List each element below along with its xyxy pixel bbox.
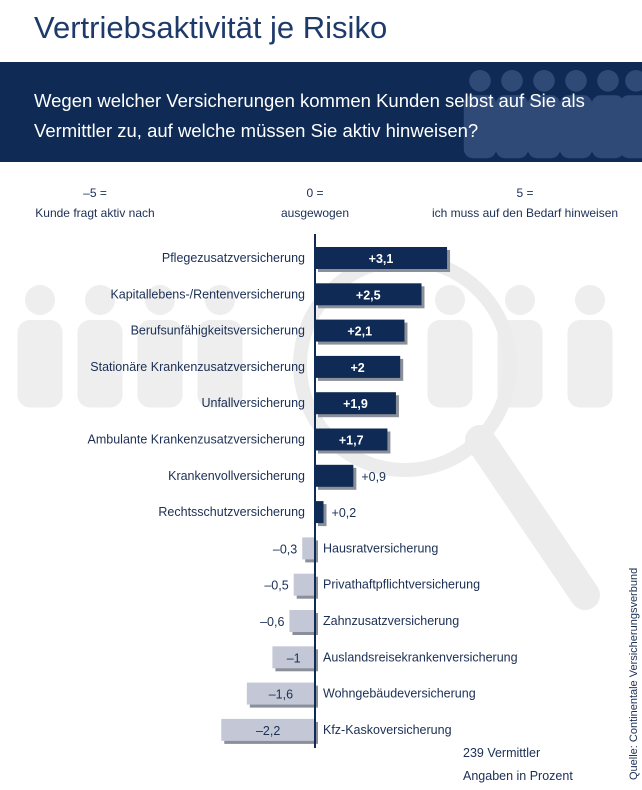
value-label: –0,5 [264, 578, 289, 593]
person-silhouette-icon [198, 285, 243, 408]
person-silhouette-icon [18, 285, 63, 408]
scale-right-text: ich muss auf den Bedarf hinweisen [431, 206, 619, 220]
category-label: Rechtsschutzversicherung [158, 505, 305, 520]
value-label: +1,9 [343, 397, 368, 412]
person-silhouette-icon [568, 285, 613, 408]
value-label: –1,6 [268, 687, 294, 702]
value-label: –1 [286, 651, 301, 666]
category-label: Auslandsreisekrankenversicherung [323, 650, 518, 665]
category-label: Hausratversicherung [323, 541, 439, 556]
value-label: +2 [350, 360, 365, 375]
category-label: Unfallversicherung [201, 396, 305, 411]
person-silhouette-icon [78, 285, 123, 408]
category-label: Berufsunfähigkeitsversicherung [130, 323, 305, 338]
category-label: Privathaftpflichtversicherung [323, 577, 481, 592]
scale-left-text: Kunde fragt aktiv nach [35, 206, 155, 220]
category-label: Wohngebäudeversicherung [323, 686, 476, 701]
person-silhouette-icon [138, 285, 183, 408]
value-label: +2,1 [347, 324, 373, 339]
question-text: Wegen welcher Versicherungen kommen Kunden selbst auf Sie als Vermittler zu, auf welche müssen Sie aktiv hinweisen? [34, 90, 585, 141]
category-label: Kapitallebens-/Rentenversicherung [110, 287, 305, 302]
category-label: Krankenvollversicherung [168, 468, 305, 483]
value-label: +1,7 [338, 433, 364, 448]
value-label: –0,6 [260, 615, 285, 629]
source-note: Quelle: Continentale Versicherungsverbund [628, 567, 640, 780]
bar [302, 537, 315, 559]
footnote-unit: Angaben in Prozent [463, 769, 573, 783]
bar [315, 501, 324, 523]
footnote-respondents: 239 Vermittler [463, 746, 541, 760]
page-title: Vertriebsaktivität je Risiko [34, 10, 388, 45]
value-label: +3,1 [368, 252, 394, 266]
bar [294, 574, 315, 596]
scale-right-value: 5 = [516, 186, 534, 200]
value-label: +0,2 [331, 506, 357, 521]
scale-left-value: –5 = [83, 186, 107, 200]
scale-center-text: ausgewogen [280, 206, 350, 220]
bar [315, 465, 353, 487]
scale-center-value: 0 = [306, 186, 324, 200]
value-label: –2,2 [255, 723, 281, 738]
category-label: Kfz-Kaskoversicherung [323, 722, 452, 737]
person-silhouette-icon [428, 285, 473, 408]
bar [289, 610, 315, 632]
value-label: +2,5 [355, 288, 381, 303]
category-label: Ambulante Krankenzusatzversicherung [87, 432, 305, 447]
category-label: Zahnzusatzversicherung [323, 614, 460, 628]
category-label: Stationäre Krankenzusatzversicherung [90, 359, 305, 374]
value-label: +0,9 [361, 469, 387, 484]
category-label: Pflegezusatzversicherung [161, 251, 305, 265]
value-label: –0,3 [272, 542, 298, 557]
